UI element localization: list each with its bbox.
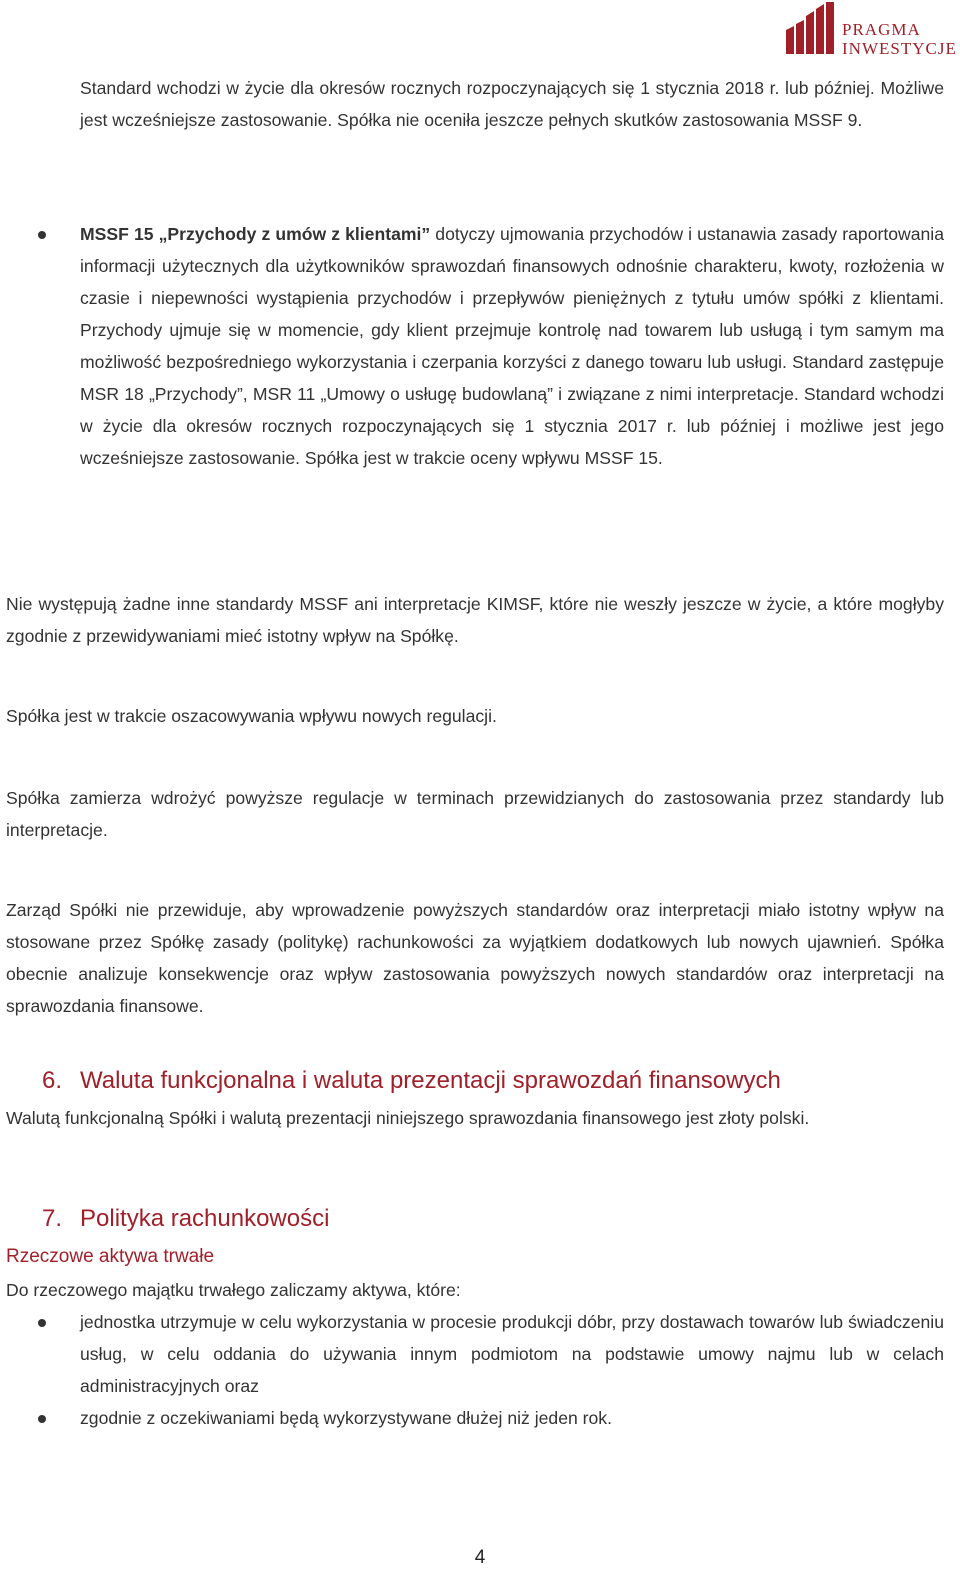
section-6-title: Waluta funkcjonalna i waluta prezentacji sprawozdań finansowych [80, 1067, 781, 1094]
section-7-heading [42, 1204, 329, 1234]
implementation-paragraph: Spółka zamierza wdrożyć powyższe regulacje w terminach przewidzianych do zastosowania przez standardy lub interpretacje. [6, 788, 944, 840]
section-7-title: Polityka rachunkowości [80, 1205, 330, 1232]
board-paragraph: Zarząd Spółki nie przewiduje, aby wprowadzenie powyższych standardów oraz interpretacji miało istotny wpływ na stosowane przez Spółkę zasady (politykę) rachunkowości za wyjątkiem dodatkowych lub nowych ujawnień. Spółka obecnie analizuje konsekwencje oraz wpływ zastosowania powyższych nowych standardów oraz interpretacji na sprawozdania finansowe. [6, 900, 944, 1016]
fixed-assets-intro: Do rzeczowego majątku trwałego zaliczamy aktywa, które: [6, 1280, 461, 1300]
list-item: jednostka utrzymuje w celu wykorzystania w procesie produkcji dóbr, przy dostawach towarów lub świadczeniu usług, w celu oddania do używania innym podmiotom na podstawie umowy najmu lub w celach administracyjnych oraz [80, 1312, 944, 1396]
logo-bars-icon [786, 2, 838, 58]
section-6-number: 6. [42, 1067, 63, 1094]
fixed-assets-subheading: Rzeczowe aktywa trwałe [6, 1246, 215, 1267]
assessment-paragraph: Spółka jest w trakcie oszacowywania wpływu nowych regulacji. [6, 706, 497, 726]
bullet-icon [38, 231, 46, 239]
section-6-heading [42, 1066, 781, 1096]
logo-wordmark [842, 20, 957, 58]
list-item: zgodnie z oczekiwaniami będą wykorzystywane dłużej niż jeden rok. [80, 1408, 612, 1428]
logo-line-1: PRAGMA [842, 20, 921, 39]
mssf15-title: MSSF 15 „Przychody z umów z klientami” [80, 224, 431, 244]
bullet-icon [38, 1319, 46, 1327]
bullet-icon [38, 1415, 46, 1423]
mssf15-paragraph [80, 218, 944, 474]
mssf15-text: dotyczy ujmowania przychodów i ustanawia zasady raportowania informacji użytecznych dla użytkowników sprawozdań finansowych odnośnie charakteru, kwoty, rozłożenia w czasie i niepewności wystąpienia przychodów i przepływów pieniężnych z tytułu umów spółki z klientami. Przychody ujmuje się w momencie, gdy klient przejmuje kontrolę nad towarem lub usługą i tym samym ma możliwość bezpośredniego wykorzystania i czerpania korzyści z danego towaru lub usługi. Standard zastępuje MSR 18 „Przychody”, MSR 11 „Umowy o usługę budowlaną” i związane z nimi interpretacje. Standard wchodzi w życie dla okresów rocznych rozpoczynających się 1 stycznia 2017 r. lub później i możliwe jest jego wcześniejsze zastosowanie. Spółka jest w trakcie oceny wpływu MSSF 15. [80, 224, 945, 468]
section-7-number: 7. [42, 1205, 63, 1232]
logo-line-2: INWESTYCJE [842, 39, 957, 58]
page-number: 4 [474, 1547, 486, 1568]
no-other-standards-paragraph: Nie występują żadne inne standardy MSSF ani interpretacje KIMSF, które nie weszły jeszcze w życie, a które mogłyby zgodnie z przewidywaniami mieć istotny wpływ na Spółkę. [6, 594, 944, 646]
mssf9-paragraph-tail: Standard wchodzi w życie dla okresów rocznych rozpoczynających się 1 stycznia 2018 r. lub później. Możliwe jest wcześniejsze zastosowanie. Spółka nie oceniła jeszcze pełnych skutków zastosowania MSSF 9. [80, 78, 944, 130]
section-6-text: Walutą funkcjonalną Spółki i walutą prezentacji niniejszego sprawozdania finansowego jest złoty polski. [6, 1108, 810, 1128]
company-logo [786, 2, 956, 60]
